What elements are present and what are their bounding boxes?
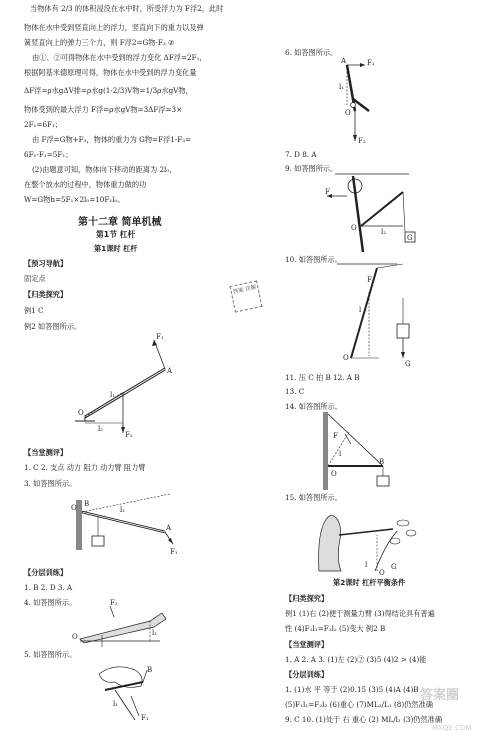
section-heading: 【预习导航】 <box>24 259 68 268</box>
section-heading: 【归类探究】 <box>24 290 68 299</box>
text-line: 1. (1)水 平 等于 (2)0.15 (3)5 (4)A (4)B <box>285 685 419 694</box>
text-line: 10. 如答图所示。 <box>285 255 342 264</box>
svg-text:A: A <box>166 524 172 532</box>
svg-text:O: O <box>78 409 84 417</box>
svg-text:B: B <box>379 458 385 466</box>
svg-text:l₁: l₁ <box>110 391 116 399</box>
text-line: 1. A 2. A 3. (1)左 (2)② (3)5 (4)2 > (4)能 <box>285 655 427 664</box>
section-heading: 【当堂测评】 <box>24 448 68 457</box>
svg-text:F₁: F₁ <box>170 548 178 556</box>
text-line: 1. C 2. 支点 动力 阻力 动力臂 阻力臂 <box>24 463 146 472</box>
svg-text:O: O <box>331 470 337 478</box>
text-line: 物体在水中受到竖直向上的浮力，竖直向下的重力以及弹 <box>24 23 204 32</box>
svg-text:F₁: F₁ <box>156 333 164 341</box>
svg-text:l₂: l₂ <box>381 228 387 236</box>
svg-text:A: A <box>341 57 347 65</box>
section-heading: 【分层训练】 <box>285 670 329 679</box>
text-line: 13. C <box>285 387 305 396</box>
svg-text:G: G <box>405 360 411 368</box>
text-line: 4. 如答图所示。 <box>24 598 77 607</box>
svg-text:l: l <box>359 306 362 314</box>
text-line: ΔF浮=ρ水gΔV排=ρ水g(1-2/3)V物=1/3ρ水gV物， <box>24 86 193 95</box>
text-line: 例1 C <box>24 306 44 315</box>
lever-diagram-q4 <box>70 599 180 649</box>
text-line: 14. 如答图所示。 <box>285 402 342 411</box>
text-line: 6F₁-F₁=5F₁； <box>24 150 73 159</box>
lever-diagram-q6 <box>325 55 405 145</box>
svg-text:F₂: F₂ <box>110 599 118 607</box>
text-line: 9. 如答图所示。 <box>285 164 338 173</box>
svg-text:O: O <box>345 109 351 117</box>
svg-text:l₁: l₁ <box>120 506 126 514</box>
svg-text:O: O <box>351 224 357 232</box>
lever-diagram-q3 <box>70 492 180 564</box>
svg-text:F₁: F₁ <box>141 714 149 722</box>
lever-diagram-example2 <box>70 335 180 445</box>
section-heading: 【当堂测评】 <box>285 640 329 649</box>
answer-stamp: 答案 详解 <box>229 280 262 312</box>
svg-text:O: O <box>71 504 77 512</box>
text-line: 7. D 8. A <box>285 150 317 159</box>
watermark-url: MXQE.COM <box>432 724 472 732</box>
svg-text:F: F <box>367 276 372 284</box>
svg-text:B: B <box>84 500 90 508</box>
lever-diagram-q15 <box>315 505 425 575</box>
section-heading: 【分层训练】 <box>24 568 68 577</box>
svg-text:l₂: l₂ <box>98 425 104 433</box>
lever-diagram-q5 <box>95 660 165 726</box>
section-title: 第1节 杠杆 <box>96 230 136 239</box>
text-line: 由 F浮=G物+F₃，物体的重力为 G物=F浮1-F₃= <box>32 135 192 144</box>
svg-text:F₂: F₂ <box>125 431 133 439</box>
text-line: 3. 如答图所示。 <box>24 479 77 488</box>
svg-text:B: B <box>147 666 153 674</box>
svg-text:F: F <box>325 188 330 196</box>
svg-text:l₁: l₁ <box>339 83 345 91</box>
text-line: 6. 如答图所示。 <box>285 48 338 57</box>
svg-text:F₂: F₂ <box>358 137 366 145</box>
watermark-logo: 答案圈 <box>420 688 460 703</box>
svg-text:O: O <box>343 354 349 362</box>
svg-text:O: O <box>72 633 78 641</box>
text-line: 1. B 2. D 3. A <box>24 583 73 592</box>
svg-text:O: O <box>379 569 385 577</box>
svg-text:G: G <box>391 563 397 571</box>
text-line: 性 (4)F₁l₁=F₂l₂ (5)变大 例2 B <box>285 624 386 633</box>
lever-diagram-q10 <box>333 262 423 370</box>
text-line: (2)由题意可知，物体向下移动的距离为 2l₀， <box>32 165 177 174</box>
text-line: 例1 (1)右 (2)便于测量力臂 (3)得结论具有普遍 <box>285 609 435 618</box>
text-line: 由①、②可得物体在水中受到的浮力变化 ΔF浮=2F₁， <box>32 53 207 62</box>
text-line: 例2 如答图所示。 <box>24 322 82 331</box>
text-line: 5. 如答图所示。 <box>24 650 77 659</box>
section-heading: 【归类探究】 <box>285 594 329 603</box>
lever-diagram-q14 <box>321 410 421 494</box>
svg-text:l: l <box>365 561 368 569</box>
text-line: (5)F₁l₁=F₂l₂ (6)重心 (7)ML₂/L₁ (8)仍然准确 <box>285 700 433 709</box>
svg-text:A: A <box>167 367 173 375</box>
text-line: 簧竖直向上的弹力三个力，则 F浮2=G物-F₂ ② <box>24 38 175 47</box>
text-line: 9. C 10. (1)处于 右 重心 (2) ML/l₁ (3)仍然准确 <box>285 715 443 724</box>
text-line: 固定点 <box>24 274 46 283</box>
svg-text:G: G <box>407 234 413 242</box>
text-line: W=G物h=5F₁×2l₀=10F₁l₀。 <box>24 195 125 204</box>
svg-text:F: F <box>333 432 338 440</box>
lesson-title: 第2课时 杠杆平衡条件 <box>333 578 406 587</box>
text-line: 11. 压 C 拍 B 12. A B <box>285 373 360 382</box>
chapter-title: 第十二章 简单机械 <box>78 217 162 228</box>
text-line: 在整个放水的过程中，物体重力做的功 <box>24 180 147 189</box>
text-line: 物体受到的最大浮力 F浮=ρ水gV物=3ΔF浮=3× <box>24 105 183 114</box>
lever-diagram-q9 <box>323 172 433 254</box>
text-line: 根据阿基米德原理可得，物体在水中受到的浮力变化量 <box>24 68 197 77</box>
text-line: 当物体有 2/3 的体积浸没在水中时，所受浮力为 F浮2，此时 <box>30 4 224 13</box>
svg-text:F₁: F₁ <box>367 59 375 67</box>
text-line: 15. 如答图所示。 <box>285 493 342 502</box>
svg-text:l₁: l₁ <box>152 629 158 637</box>
svg-text:l₁: l₁ <box>113 700 119 708</box>
svg-text:l: l <box>339 450 342 458</box>
lesson-title: 第1课时 杠杆 <box>94 244 138 253</box>
text-line: 2F₁=6F₁； <box>24 120 63 129</box>
